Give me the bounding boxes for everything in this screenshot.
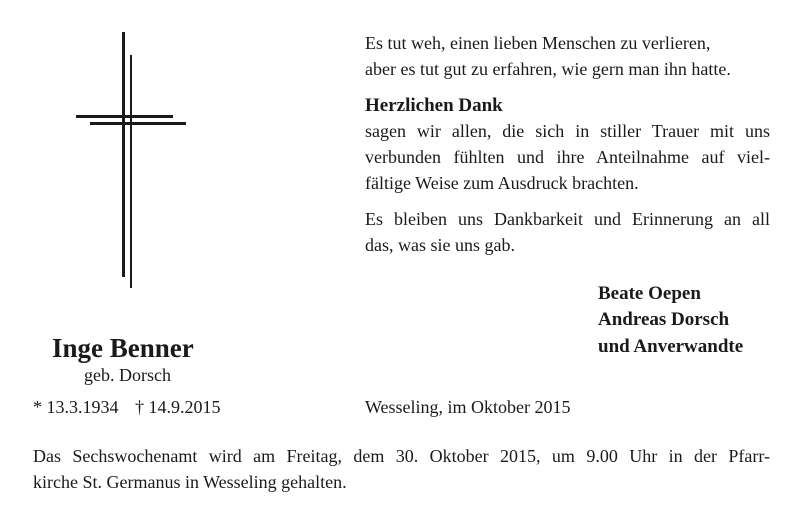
mass-notice-line: kirche St. Germanus in Wesseling gehalten. (33, 472, 347, 492)
closing-paragraph (365, 206, 770, 258)
place-date: Wesseling, im Oktober 2015 (365, 397, 571, 417)
thanks-line: verbunden fühlten und ihre Anteilnahme auf viel- (365, 147, 770, 167)
birth-date: * 13.3.1934 (33, 397, 119, 417)
thanks-line: fältige Weise zum Ausdruck brachten. (365, 173, 639, 193)
cross-vertical-bar-2 (130, 55, 132, 288)
closing-line: das, was sie uns gab. (365, 235, 515, 255)
thanks-paragraph (365, 118, 770, 196)
quote-line-2: aber es tut gut zu erfahren, wie gern man ihn hatte. (365, 59, 731, 79)
signatory: Beate Oepen (598, 283, 701, 304)
closing-line: Es bleiben uns Dankbarkeit und Erinnerung an all (365, 209, 770, 229)
deceased-name: Inge Benner (52, 333, 194, 363)
thanks-heading: Herzlichen Dank (365, 95, 503, 116)
cross-horizontal-bar-2 (90, 122, 186, 125)
thanks-line: sagen wir allen, die sich in stiller Trauer mit uns (365, 121, 770, 141)
signatory: Andreas Dorsch (598, 309, 730, 330)
cross-vertical-bar-1 (122, 32, 125, 277)
cross-horizontal-bar-1 (76, 115, 173, 118)
mass-notice (33, 443, 770, 495)
death-date: † 14.9.2015 (135, 397, 221, 417)
maiden-name: geb. Dorsch (84, 365, 171, 385)
signatory: und Anverwandte (598, 336, 744, 357)
mass-notice-line: Das Sechswochenamt wird am Freitag, dem 30. Oktober 2015, um 9.00 Uhr in der Pfarr- (33, 446, 770, 466)
quote-line-1: Es tut weh, einen lieben Menschen zu verlieren, (365, 33, 711, 53)
